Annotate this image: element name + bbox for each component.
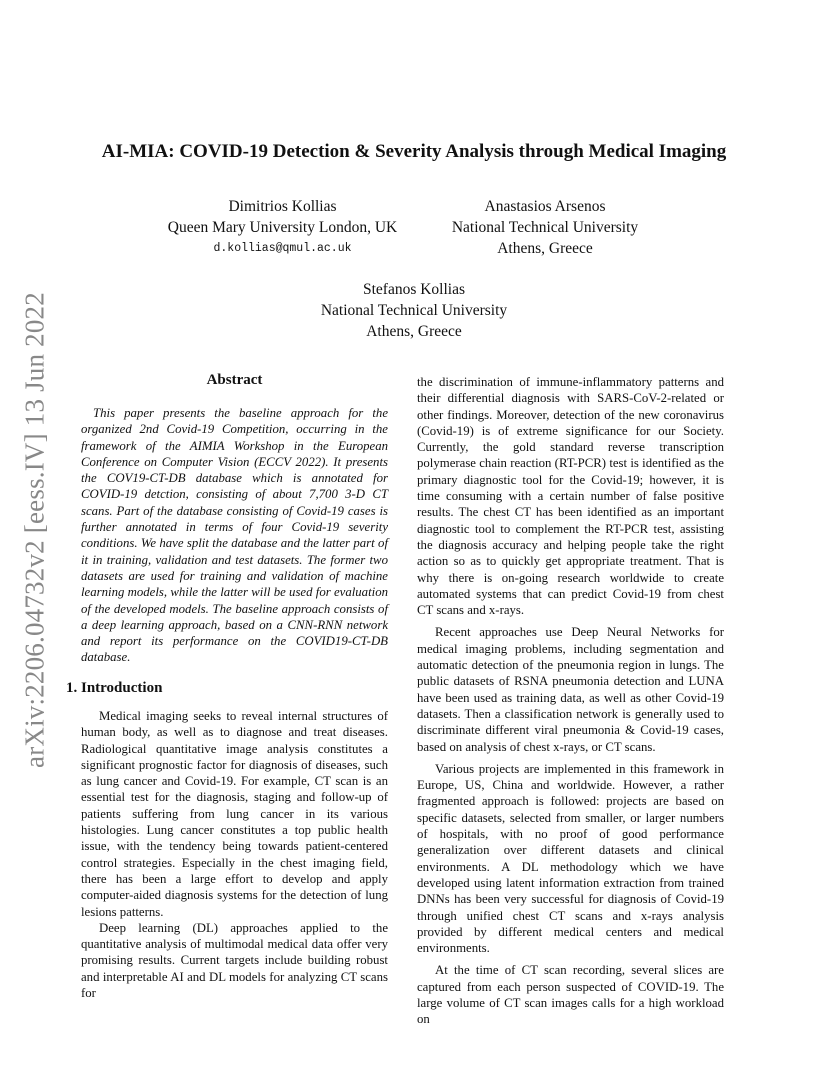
author-location: Athens, Greece: [497, 240, 593, 257]
author-location: Athens, Greece: [366, 323, 462, 340]
introduction-body: [81, 708, 388, 1001]
author-affiliation: National Technical University: [451, 219, 639, 236]
paragraph: At the time of CT scan recording, several slices are captured from each person suspected of COVID-19. The large volume of CT scan images calls for a high workload on: [417, 963, 724, 1027]
author-name: Anastasios Arsenos: [484, 198, 606, 215]
abstract-text: This paper presents the baseline approach for the organized 2nd Covid-19 Competition, occurring in the framework of the AIMIA Workshop in the European Conference on Computer Vision (ECCV 2022). It presents the COV19-CT-DB database which is annotated for COVID-19 detction, consisting of about 7,700 3-D CT scans. Part of the database consisting of Covid-19 cases is further annotated in terms of four Covid-19 severity conditions. We have split the database and the latter part of it in training, validation and test datasets. The former two datasets are used for training and validation of machine learning models, while the latter will be used for evaluation of the developed models. The baseline approach consists of a deep learning approach, based on a CNN-RNN network and report its performance on the COVID19-CT-DB database.: [81, 406, 388, 665]
author-email: d.kollias@qmul.ac.uk: [213, 242, 352, 255]
author-name: Dimitrios Kollias: [228, 198, 337, 215]
abstract-body: [81, 405, 388, 666]
author-name: Stefanos Kollias: [362, 281, 466, 298]
paragraph: Medical imaging seeks to reveal internal structures of human body, as well as to diagnose and treat diseases. Radiological quantitative image analysis constitutes a significant prognostic factor for diagnosis of diseases, such as lung cancer and Covid-19. For example, CT scan is an essential test for the diagnosis, staging and follow-up of patients suffering from lung cancer in its various histologies. Lung cancer constitutes a top public health issue, with the tendency being towards patient-centered control strategies. Especially in the chest imaging field, there has been a large effort to develop and apply computer-aided diagnosis systems for the detection of lung lesions patterns.: [81, 709, 388, 919]
author-block-2: [430, 196, 660, 259]
paragraph: Various projects are implemented in this framework in Europe, US, China and worldwide. However, a rather fragmented approach is followed: projects are based on specific datasets, selected from smaller, or larger numbers of hospitals, with no proof of good performance generalization over different datasets and clinical environments. A DL methodology which we have developed using latent information extraction from trained DNNs has been very successful for diagnosis of Covid-19 through unified chest CT scans and x-rays analysis provided by different medical centers and medical environments.: [417, 761, 724, 956]
introduction-heading: 1. Introduction: [66, 680, 163, 696]
author-affiliation: Queen Mary University London, UK: [167, 219, 398, 236]
paragraph: Deep learning (DL) approaches applied to the quantitative analysis of multimodal medical data offer very promising results. Current targets include building robust and interpretable AI and DL models for analyzing CT scans for: [81, 920, 388, 1001]
paper-title: AI-MIA: COVID-19 Detection & Severity Analysis through Medical Imaging: [101, 141, 727, 162]
paragraph: the discrimination of immune-inflammatory patterns and their differential diagnosis with SARS-CoV-2-related or other findings. Moreover, detection of the new coronavirus (Covid-19) is of extreme significance for our Society. Currently, the gold standard reverse transcription polymerase chain reaction (RT-PCR) test is identified as the primary diagnostic tool for the Covid-19; however, it is time consuming with a certain number of false positive results. The chest CT has been identified as an important diagnostic tool to complement the RT-PCR test, assisting the diagnosis accuracy and helping people take the right action so as to quickly get appropriate treatment. That is why there is on-going research worldwide to create automated systems that can predict Covid-19 from chest CT scans and x-rays.: [417, 375, 724, 618]
author-block-3: [264, 279, 564, 342]
author-block-1: [150, 196, 415, 259]
arxiv-identifier: [15, 290, 55, 770]
abstract-heading: Abstract: [206, 372, 263, 388]
right-column: [417, 374, 724, 1028]
arxiv-id-text: arXiv:2206.04732v2 [eess.IV] 13 Jun 2022: [19, 292, 50, 768]
paragraph: Recent approaches use Deep Neural Networks for medical imaging problems, including segmentation and automatic detection of the pneumonia region in lungs. The public datasets of RSNA pneumonia detection and LUNA have been used as training data, as well as other Covid-19 datasets. Then a classification network is generally used to discriminate different viral pneumonia & Covid-19 cases, based on analysis of chest x-rays, or CT scans.: [417, 625, 724, 754]
author-affiliation: National Technical University: [320, 302, 508, 319]
